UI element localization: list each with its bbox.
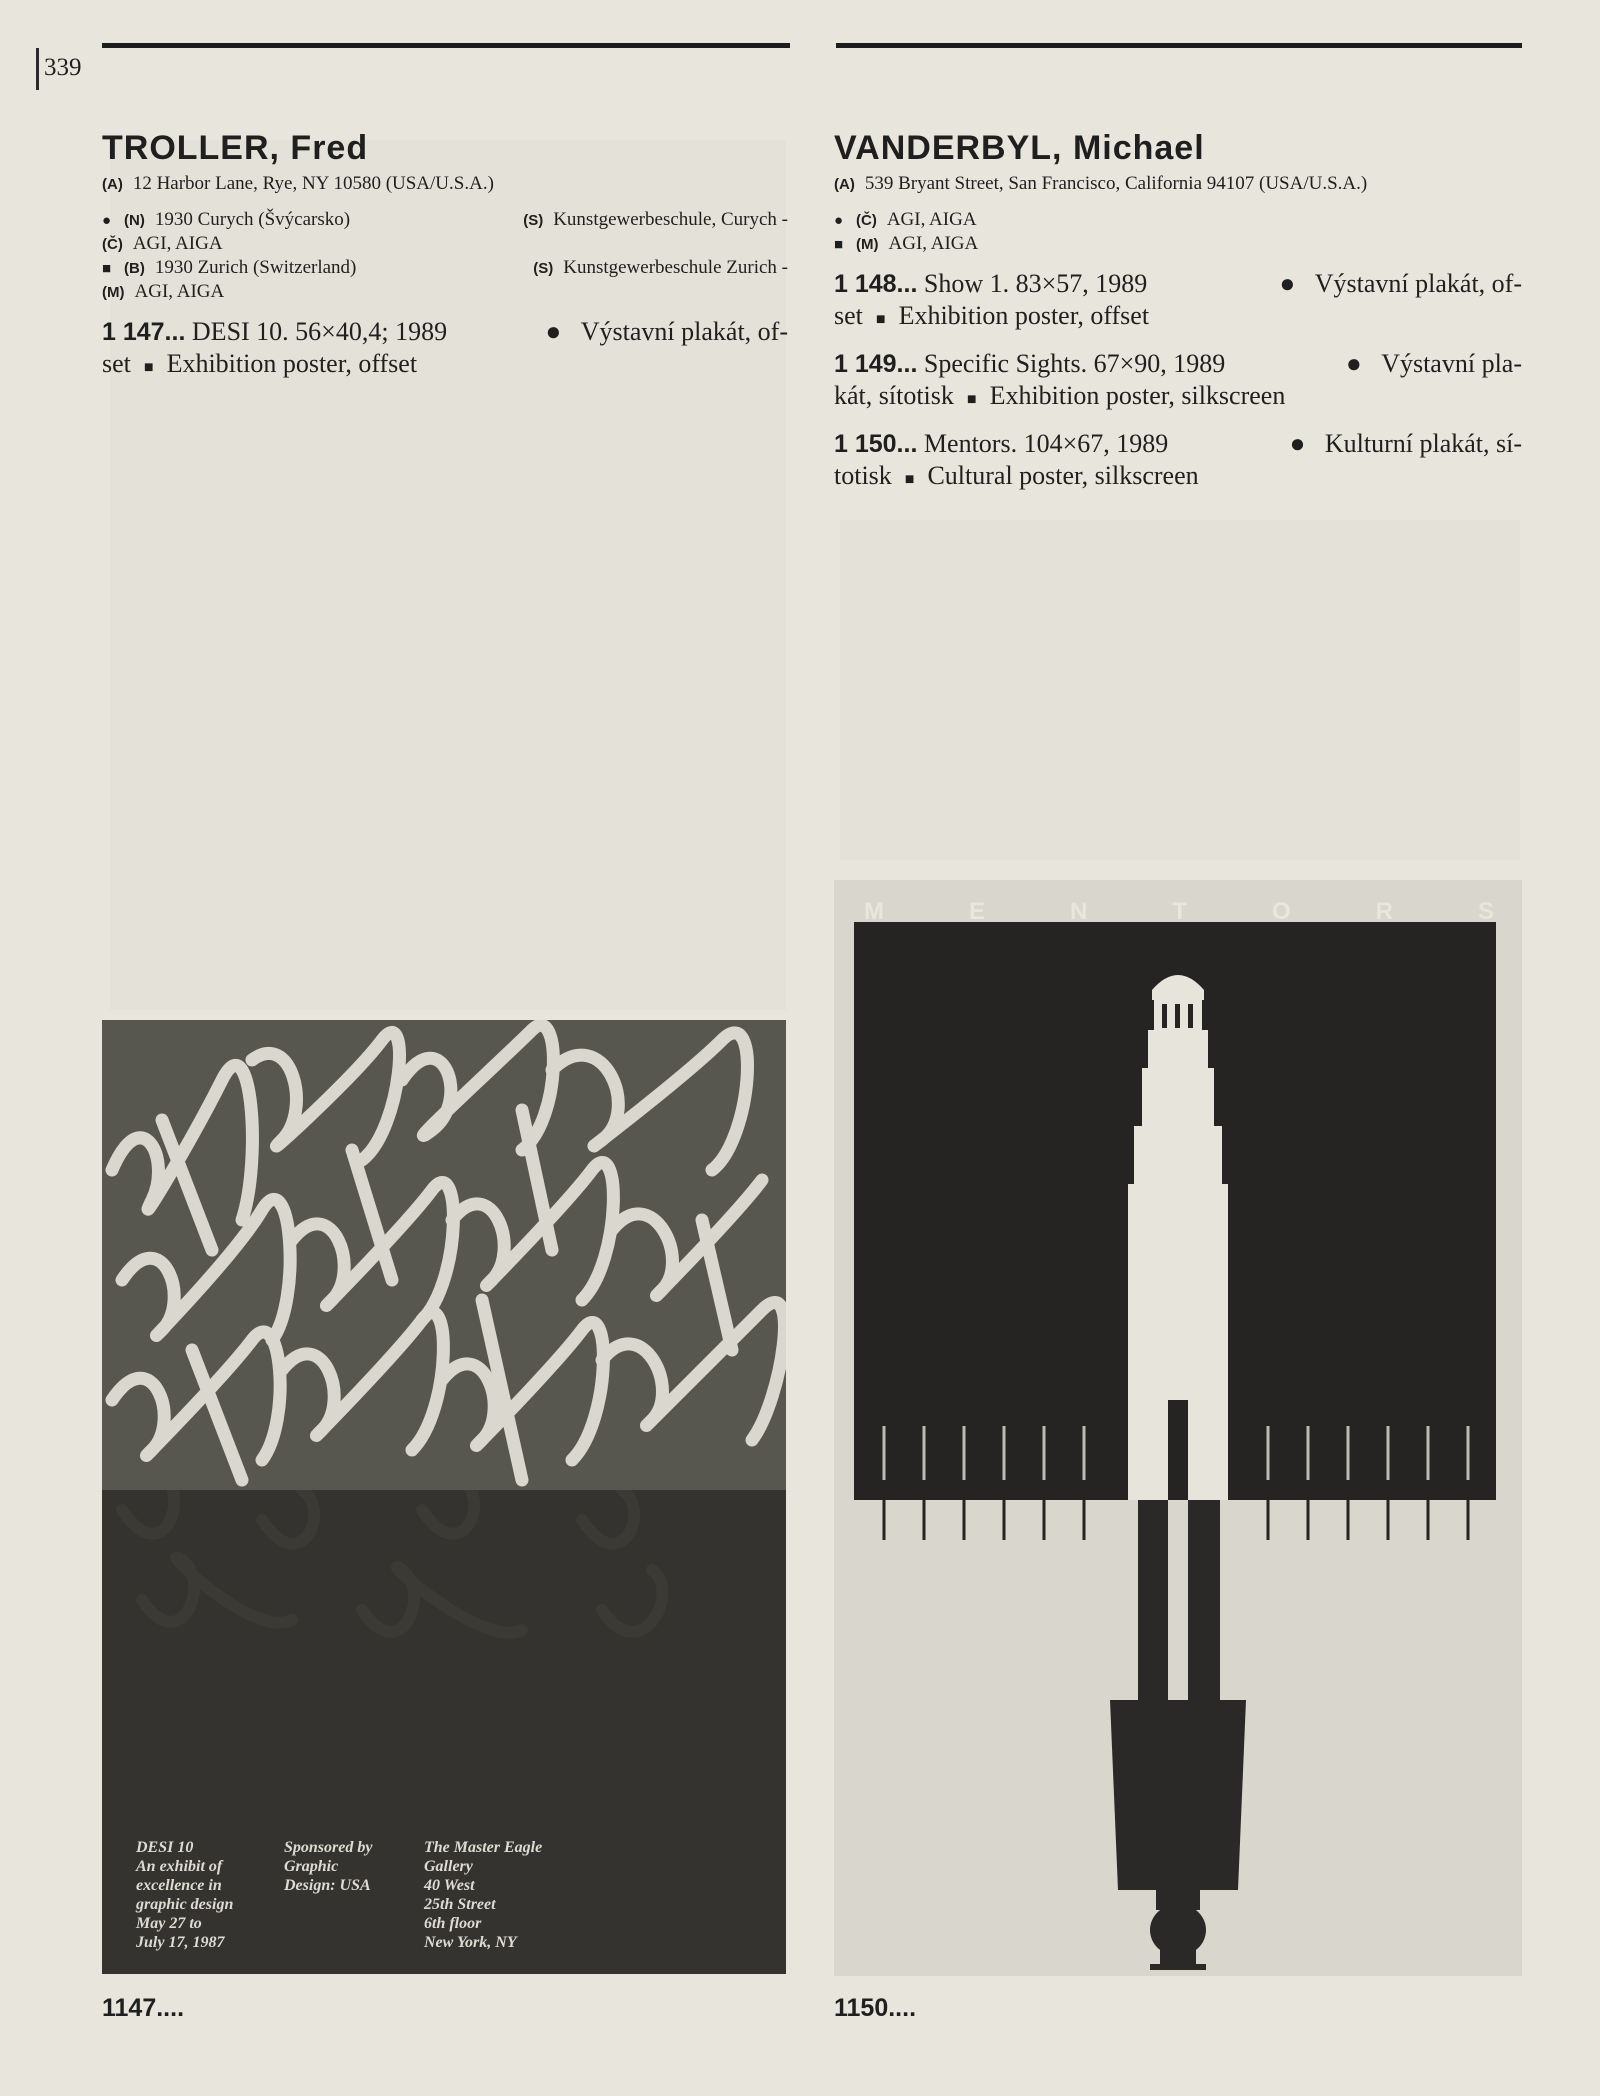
tag: (Č): [102, 236, 123, 253]
entry-desc-cz: Kulturní plakát, sí-: [1324, 429, 1522, 458]
credit-line: 25th Street: [424, 1896, 496, 1913]
birth-info: 1930 Curych (Švýcarsko): [154, 209, 351, 230]
tag: (N): [124, 212, 145, 229]
entry-desc-cz: Výstavní pla-: [1381, 349, 1522, 378]
vanderbyl-entry: [834, 128, 1522, 496]
work-entry: [834, 268, 1522, 336]
credit-line: 40 West: [424, 1877, 475, 1894]
credits-sponsor: [284, 1838, 396, 1952]
memberships: AGI, AIGA: [132, 233, 223, 254]
designer-name: VANDERBYL, Michael: [834, 129, 1205, 167]
entry-desc-cz: Výstavní plakát, of-: [1314, 269, 1522, 298]
poster-letter: M: [864, 898, 884, 925]
credit-line: excellence in: [136, 1877, 222, 1894]
bullet-square-icon: ■: [875, 311, 886, 328]
work-entry: [834, 428, 1522, 496]
bullet-square-icon: ■: [102, 260, 112, 277]
tag: (S): [533, 260, 554, 277]
bullet-square-icon: ■: [904, 471, 915, 488]
poster-letter: T: [1172, 898, 1187, 925]
entry-number: 1 149...: [834, 350, 918, 378]
designer-name: TROLLER, Fred: [102, 129, 369, 167]
tag: (B): [124, 260, 145, 277]
tower-and-figure-graphic: [834, 880, 1522, 1976]
bullet-square-icon: ■: [143, 359, 154, 376]
handwriting-scribble-graphic: [102, 1020, 786, 1490]
biography-czech: [102, 208, 788, 256]
poster-letter: S: [1477, 898, 1494, 925]
entry-desc-en: Exhibition poster, offset: [166, 349, 418, 378]
work-entry: [102, 316, 788, 384]
tag: (M): [856, 236, 879, 253]
birth-info: 1930 Zurich (Switzerland): [154, 257, 357, 278]
credit-line: Sponsored by: [284, 1839, 373, 1856]
memberships: AGI, AIGA: [134, 281, 225, 302]
credit-line: 6th floor: [424, 1915, 482, 1932]
school: Kunstgewerbeschule, Curych -: [553, 209, 788, 230]
credit-line: Gallery: [424, 1858, 473, 1875]
entry-desc-cz-cont: set: [834, 301, 863, 330]
school: Kunstgewerbeschule Zurich -: [563, 257, 788, 278]
right-column-rule: [836, 43, 1522, 48]
caption-1150: 1150....: [834, 1994, 917, 2022]
left-column-rule: [102, 43, 790, 48]
poster-mentors: [834, 880, 1522, 1976]
entry-desc-en: Exhibition poster, silkscreen: [989, 381, 1286, 410]
credit-line: graphic design: [136, 1896, 234, 1913]
bullet-circle-icon: ●: [1289, 429, 1306, 458]
poster-letter: E: [968, 898, 985, 925]
show-through-shade: [840, 520, 1520, 860]
entry-number: 1 147...: [102, 318, 186, 346]
entry-desc-en: Cultural poster, silkscreen: [927, 461, 1199, 490]
poster-letter: O: [1271, 898, 1291, 925]
bullet-circle-icon: ●: [1279, 269, 1296, 298]
bullet-circle-icon: ●: [1345, 349, 1362, 378]
memberships-cz: AGI, AIGA: [886, 209, 977, 230]
credits-title: [136, 1838, 256, 1952]
credit-line: DESI 10: [136, 1839, 194, 1856]
bullet-circle-icon: ●: [545, 317, 562, 346]
address-tag: (A): [834, 176, 855, 193]
poster-desi-10: [102, 1020, 786, 1974]
entry-title: DESI 10. 56×40,4; 1989: [191, 317, 448, 346]
entry-desc-cz-cont: kát, sítotisk: [834, 381, 954, 410]
credit-line: Graphic: [284, 1858, 339, 1875]
tag: (M): [102, 284, 125, 301]
address-tag: (A): [102, 176, 123, 193]
entry-title: Specific Sights. 67×90, 1989: [923, 349, 1226, 378]
entry-title: Show 1. 83×57, 1989: [923, 269, 1148, 298]
poster-credits: [136, 1838, 766, 1952]
bullet-square-icon: ■: [834, 236, 844, 253]
entry-desc-cz-cont: totisk: [834, 461, 892, 490]
credit-line: May 27 to: [136, 1915, 202, 1932]
credit-line: Design: USA: [284, 1877, 371, 1894]
biography-english: [102, 256, 788, 304]
bullet-circle-icon: ●: [102, 212, 112, 229]
work-entry: [834, 348, 1522, 416]
tag: (S): [523, 212, 544, 229]
credit-line: New York, NY: [424, 1934, 517, 1951]
bullet-circle-icon: ●: [834, 212, 844, 229]
credit-line: An exhibit of: [136, 1858, 223, 1875]
entry-desc-cz: Výstavní plakát, of-: [580, 317, 788, 346]
troller-entry: [102, 128, 788, 384]
page-number: 339: [44, 54, 82, 81]
address: 12 Harbor Lane, Rye, NY 10580 (USA/U.S.A.): [132, 173, 494, 194]
poster-letter: R: [1375, 898, 1393, 925]
page-number-bar: [36, 48, 39, 90]
credits-venue: [424, 1838, 574, 1952]
caption-1147: 1147....: [102, 1994, 185, 2022]
tag: (Č): [856, 212, 877, 229]
entry-number: 1 150...: [834, 430, 918, 458]
address-line: [834, 172, 1522, 196]
credit-line: July 17, 1987: [136, 1934, 225, 1951]
entry-number: 1 148...: [834, 270, 918, 298]
poster-letter: N: [1069, 898, 1088, 925]
entry-desc-en: Exhibition poster, offset: [898, 301, 1150, 330]
entry-title: Mentors. 104×67, 1989: [923, 429, 1169, 458]
bullet-square-icon: ■: [966, 391, 977, 408]
memberships-en: AGI, AIGA: [888, 233, 979, 254]
address: 539 Bryant Street, San Francisco, California 94107 (USA/U.S.A.): [864, 173, 1368, 194]
address-line: [102, 172, 788, 196]
credit-line: The Master Eagle: [424, 1839, 543, 1856]
biography: [834, 208, 1522, 256]
entry-desc-cz-cont: set: [102, 349, 131, 378]
poster-script-area: [102, 1020, 786, 1490]
